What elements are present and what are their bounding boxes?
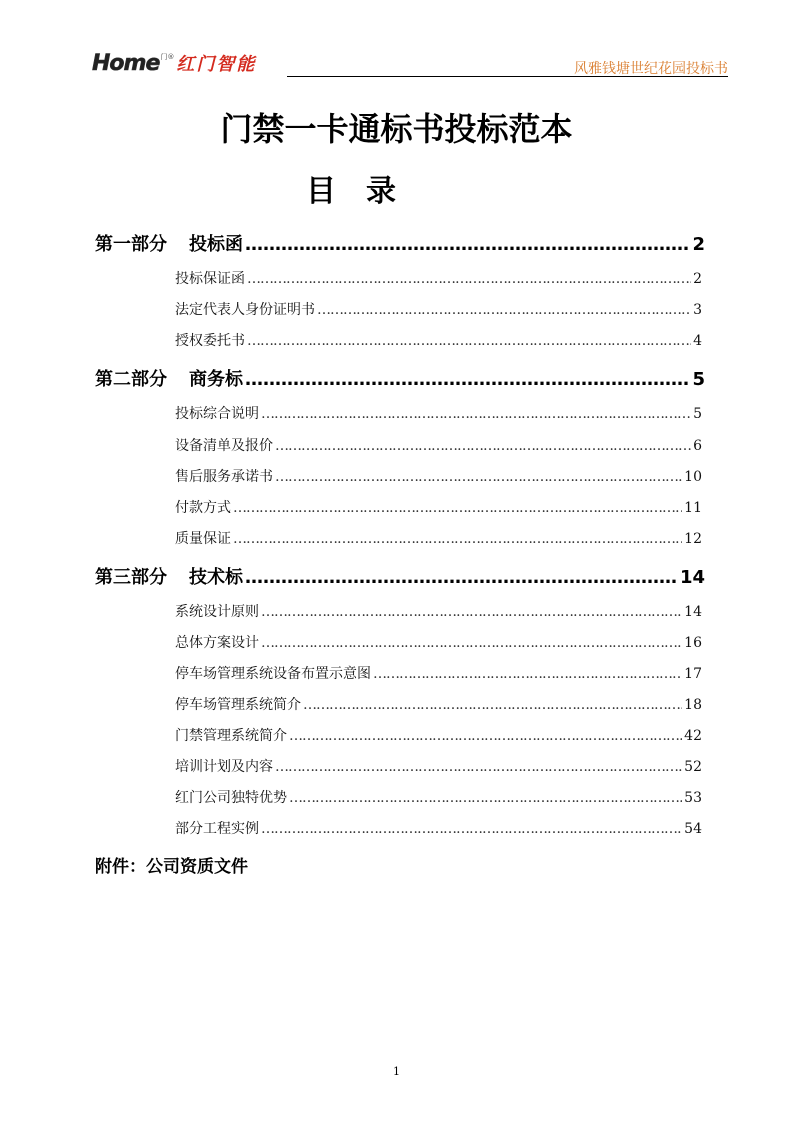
toc-item[interactable] — [175, 756, 702, 776]
toc-item[interactable] — [175, 663, 702, 683]
toc-item-page: 6 — [693, 438, 702, 454]
toc-item[interactable] — [175, 403, 702, 423]
leader-dots — [261, 821, 682, 837]
leader-dots — [275, 469, 682, 485]
toc-item-page: 12 — [684, 531, 702, 547]
toc-item[interactable] — [175, 632, 702, 652]
toc-item-label: 培训计划及内容 — [175, 759, 273, 775]
toc-item-page: 54 — [684, 821, 702, 837]
leader-dots — [261, 635, 682, 651]
toc-item-label: 法定代表人身份证明书 — [175, 302, 315, 318]
toc-item-label: 售后服务承诺书 — [175, 469, 273, 485]
leader-dots — [289, 790, 682, 806]
toc-item-label: 总体方案设计 — [175, 635, 259, 651]
leader-dots — [233, 500, 682, 516]
toc-item-page: 14 — [684, 604, 702, 620]
leader-dots — [261, 604, 682, 620]
logo-trademark: 门® — [160, 53, 175, 61]
section-page: 14 — [679, 567, 705, 588]
leader-dots — [247, 271, 691, 287]
toc-item-page: 52 — [684, 759, 702, 775]
toc-item-label: 红门公司独特优势 — [175, 790, 287, 806]
toc-item-page: 11 — [684, 500, 702, 516]
toc-item-label: 投标保证函 — [175, 271, 245, 287]
toc-item[interactable] — [175, 528, 702, 548]
leader-dots — [303, 697, 682, 713]
company-logo — [92, 50, 256, 76]
section-part-label: 第三部分 — [95, 567, 167, 588]
leader-dots — [245, 234, 690, 255]
toc-item-label: 停车场管理系统设备布置示意图 — [175, 666, 371, 682]
toc-item-page: 16 — [684, 635, 702, 651]
toc-item-page: 4 — [693, 333, 702, 349]
toc-item-label: 设备清单及报价 — [175, 438, 273, 454]
section-name: 技术标 — [189, 567, 243, 588]
leader-dots — [373, 666, 682, 682]
toc-item-page: 17 — [684, 666, 702, 682]
toc-item[interactable] — [175, 694, 702, 714]
section-part-label: 第一部分 — [95, 234, 167, 255]
toc-item-page: 5 — [693, 406, 702, 422]
toc-item-label: 投标综合说明 — [175, 406, 259, 422]
leader-dots — [275, 759, 682, 775]
page-number: 1 — [393, 1065, 400, 1078]
header-document-title: 风雅钱塘世纪花园投标书 — [574, 61, 728, 77]
leader-dots — [317, 302, 691, 318]
toc-item[interactable] — [175, 497, 702, 517]
page-title: 门禁一卡通标书投标范本 — [220, 110, 573, 148]
toc-item-page: 53 — [684, 790, 702, 806]
section-part-label: 第二部分 — [95, 369, 167, 390]
toc-item-label: 部分工程实例 — [175, 821, 259, 837]
toc-item[interactable] — [175, 299, 702, 319]
toc-item-page: 18 — [684, 697, 702, 713]
toc-item-label: 门禁管理系统简介 — [175, 728, 287, 744]
toc-item-label: 质量保证 — [175, 531, 231, 547]
annex-entry[interactable]: 附件：公司资质文件 — [95, 857, 248, 877]
toc-item-page: 2 — [693, 271, 702, 287]
toc-item[interactable] — [175, 330, 702, 350]
leader-dots — [289, 728, 682, 744]
toc-item-label: 停车场管理系统简介 — [175, 697, 301, 713]
toc-item-label: 系统设计原则 — [175, 604, 259, 620]
toc-item-label: 授权委托书 — [175, 333, 245, 349]
section-name: 商务标 — [189, 369, 243, 390]
leader-dots — [245, 369, 690, 390]
toc-item[interactable] — [175, 787, 702, 807]
section-page: 5 — [692, 369, 705, 390]
toc-section-2[interactable] — [95, 365, 705, 391]
toc-item[interactable] — [175, 268, 702, 288]
leader-dots — [233, 531, 682, 547]
section-page: 2 — [692, 234, 705, 255]
section-name: 投标函 — [189, 234, 243, 255]
toc-item[interactable] — [175, 466, 702, 486]
toc-item[interactable] — [175, 601, 702, 621]
leader-dots — [245, 567, 678, 588]
logo-chinese-name: 红门智能 — [176, 54, 257, 75]
toc-item[interactable] — [175, 725, 702, 745]
toc-item[interactable] — [175, 435, 702, 455]
logo-wordmark: Home — [92, 51, 160, 76]
toc-section-1[interactable] — [95, 230, 705, 256]
toc-item[interactable] — [175, 818, 702, 838]
toc-item-label: 付款方式 — [175, 500, 231, 516]
toc-item-page: 3 — [693, 302, 702, 318]
leader-dots — [275, 438, 691, 454]
toc-section-3[interactable] — [95, 563, 705, 589]
page-header — [92, 46, 728, 80]
toc-heading: 目录 — [306, 174, 426, 209]
leader-dots — [261, 406, 691, 422]
toc-item-page: 42 — [684, 728, 702, 744]
leader-dots — [247, 333, 691, 349]
toc-item-page: 10 — [684, 469, 702, 485]
